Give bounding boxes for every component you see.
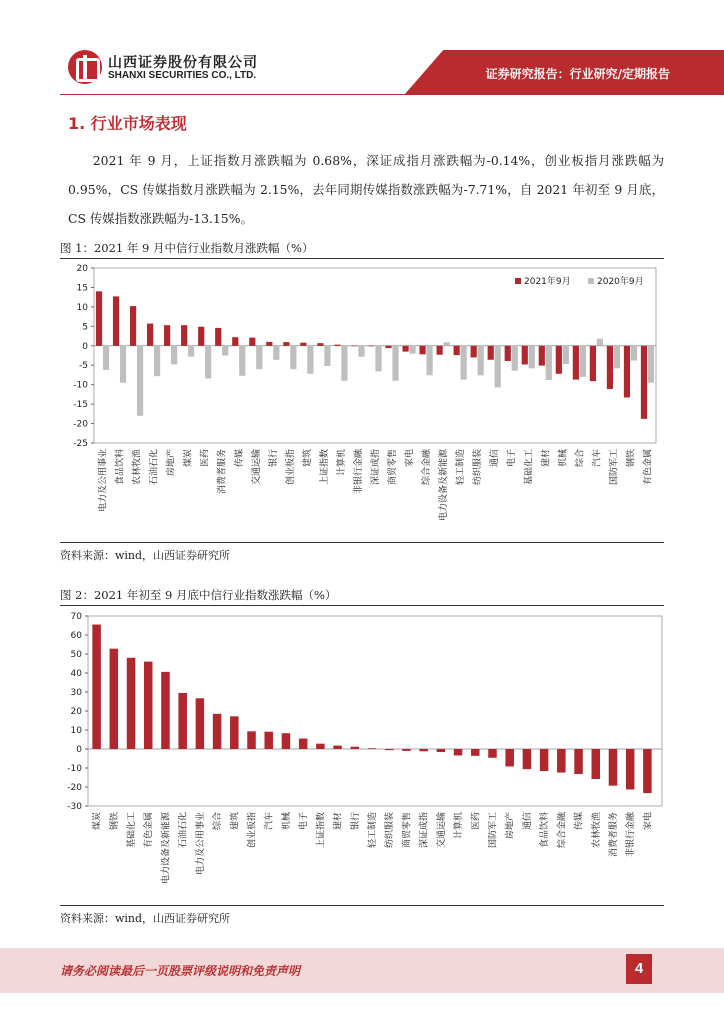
x-category-label: 医药: [200, 449, 211, 468]
bar-2021-sep: [385, 346, 391, 348]
bar-2021-sep: [334, 345, 340, 346]
y-tick-label: 0: [76, 745, 82, 755]
bar-2021-sep: [573, 346, 579, 380]
x-category-label: 非银行金融: [353, 449, 364, 495]
x-category-label: 电力及公用事业: [195, 812, 206, 876]
x-category-label: 传媒: [234, 449, 245, 468]
bar-2021-sep: [368, 346, 374, 347]
x-category-label: 食品饮料: [115, 449, 126, 486]
x-category-label: 电力及公用事业: [98, 449, 109, 513]
bar-2021-sep: [437, 346, 443, 355]
bar-ytd: [368, 748, 377, 749]
figure2-top-rule: [60, 605, 664, 606]
legend-label-2020: 2020年9月: [597, 277, 644, 287]
y-tick-label: 10: [76, 302, 88, 313]
x-category-label: 消费者服务: [217, 449, 228, 495]
bar-2021-sep: [96, 291, 102, 345]
figure2-bottom-rule: [60, 905, 664, 906]
y-tick-label: 30: [70, 688, 82, 698]
bar-ytd: [523, 749, 532, 769]
bar-2020-sep: [222, 346, 228, 356]
bar-2020-sep: [137, 346, 143, 416]
bar-2021-sep: [641, 346, 647, 419]
x-category-label: 煤炭: [183, 449, 194, 468]
x-category-label: 电力设备及新能源: [439, 449, 450, 522]
x-category-label: 电子: [299, 812, 310, 831]
company-name-cn: 山西证券股份有限公司: [108, 55, 258, 71]
bar-ytd: [609, 749, 618, 786]
y-tick-label: 0: [82, 341, 88, 352]
x-category-label: 建筑: [230, 812, 241, 831]
section-title: 1. 行业市场表现: [68, 114, 187, 133]
page-header: [0, 0, 724, 100]
y-tick-label: 20: [76, 264, 88, 274]
x-category-label: 国防军工: [609, 449, 620, 486]
x-category-label: 银行: [268, 449, 279, 468]
y-tick-label: 50: [70, 650, 82, 660]
x-category-label: 通信: [490, 449, 501, 468]
bar-2021-sep: [351, 346, 357, 347]
legend-label-2021: 2021年9月: [524, 277, 571, 287]
x-category-label: 电子: [507, 449, 518, 468]
bar-2020-sep: [563, 346, 569, 364]
y-tick-label: 60: [70, 631, 82, 641]
x-category-label: 上证指数: [319, 449, 330, 486]
figure1-bottom-rule: [60, 542, 664, 543]
bar-2020-sep: [546, 346, 552, 380]
bar-ytd: [299, 739, 308, 749]
x-category-label: 基础化工: [127, 812, 138, 849]
bar-2021-sep: [249, 338, 255, 346]
bar-ytd: [505, 749, 514, 766]
x-category-label: 综合金融: [557, 812, 568, 849]
bar-ytd: [333, 746, 342, 749]
company-name-en: SHANXI SECURITIES CO., LTD.: [108, 70, 257, 81]
bar-2020-sep: [290, 346, 296, 369]
bar-2020-sep: [648, 346, 654, 383]
x-category-label: 建材: [333, 812, 344, 831]
bar-2020-sep: [188, 346, 194, 357]
bar-2021-sep: [164, 325, 170, 346]
bar-ytd: [161, 672, 170, 749]
x-category-label: 石油石化: [178, 812, 189, 849]
x-category-label: 电力设备及新能源: [161, 812, 172, 885]
bar-2021-sep: [317, 343, 323, 346]
y-tick-label: 15: [76, 283, 88, 294]
y-tick-label: 40: [70, 669, 82, 679]
bar-2020-sep: [324, 346, 330, 366]
figure1-caption: 图 1：2021 年 9 月中信行业指数月涨跌幅（%）: [60, 241, 314, 255]
x-category-label: 机械: [558, 449, 569, 468]
x-category-label: 钢铁: [626, 449, 637, 468]
bar-2020-sep: [239, 346, 245, 376]
bar-2020-sep: [529, 346, 535, 369]
footer-disclaimer: 请务必阅读最后一页股票评级说明和免责声明: [60, 964, 301, 978]
bar-2021-sep: [607, 346, 613, 389]
x-category-label: 交通运输: [251, 449, 262, 486]
x-category-label: 食品饮料: [540, 812, 551, 849]
y-tick-label: -20: [73, 419, 88, 430]
x-category-label: 综合: [213, 812, 224, 831]
y-tick-label: -20: [67, 783, 82, 793]
bar-2021-sep: [556, 346, 562, 374]
bar-2020-sep: [631, 346, 637, 361]
bar-ytd: [626, 749, 635, 789]
bar-2021-sep: [454, 346, 460, 355]
legend-swatch-2021: [515, 278, 521, 284]
x-category-label: 纺织服装: [473, 449, 484, 486]
bar-2020-sep: [461, 346, 467, 380]
bar-2020-sep: [171, 346, 177, 365]
bar-ytd: [592, 749, 601, 779]
bar-ytd: [178, 693, 187, 749]
y-tick-label: -25: [73, 439, 88, 449]
x-category-label: 汽车: [264, 812, 275, 831]
x-category-label: 房地产: [166, 449, 177, 477]
bar-ytd: [557, 749, 566, 773]
plot-frame: [88, 616, 662, 806]
bar-2020-sep: [597, 339, 603, 346]
section-paragraph: 2021 年 9 月，上证指数月涨跌幅为 0.68%，深证成指月涨跌幅为-0.14%，创业板指月涨跌幅为 0.95%，CS 传媒指数月涨跌幅为 2.15%，去年同期传媒指数涨跌幅为-7.71%，自 2021 年初至 9 月底，CS 传媒指数涨跌幅为-13.15%。: [68, 153, 664, 226]
x-category-label: 建材: [541, 449, 552, 468]
x-category-label: 深证成指: [419, 812, 430, 849]
bar-2021-sep: [198, 327, 204, 346]
bar-2021-sep: [505, 346, 511, 361]
bar-2020-sep: [478, 346, 484, 376]
x-category-label: 综合: [575, 449, 586, 468]
figure2-caption: 图 2：2021 年初至 9 月底中信行业指数涨跌幅（%）: [60, 588, 337, 602]
bar-2020-sep: [426, 346, 432, 376]
bar-ytd: [247, 731, 256, 749]
bar-2021-sep: [471, 346, 477, 358]
bar-2020-sep: [444, 342, 450, 346]
y-tick-label: -5: [79, 361, 88, 372]
bar-ytd: [488, 749, 497, 758]
bar-2020-sep: [256, 346, 262, 369]
y-tick-label: -10: [73, 380, 88, 391]
bar-2020-sep: [205, 346, 211, 379]
x-category-label: 综合金融: [422, 449, 433, 486]
bar-ytd: [540, 749, 549, 771]
x-category-label: 纺织服装: [385, 812, 396, 849]
bar-2021-sep: [266, 342, 272, 346]
bar-ytd: [127, 658, 136, 749]
bar-2021-sep: [624, 346, 630, 398]
y-tick-label: 5: [82, 322, 88, 333]
x-category-label: 医药: [471, 812, 482, 831]
y-tick-label: 70: [70, 612, 82, 622]
report-tag: 证券研究报告：行业研究/定期报告: [485, 67, 670, 81]
x-category-label: 轻工制造: [368, 812, 378, 849]
x-category-label: 创业板指: [247, 812, 258, 849]
bar-2020-sep: [614, 346, 620, 369]
x-category-label: 家电: [643, 812, 654, 831]
bar-ytd: [402, 749, 411, 751]
bar-2020-sep: [512, 346, 518, 371]
x-category-label: 交通运输: [436, 812, 447, 849]
x-category-label: 计算机: [454, 812, 465, 840]
y-tick-label: -10: [67, 764, 82, 774]
bar-ytd: [110, 649, 119, 749]
bar-ytd: [213, 714, 222, 749]
bar-2021-sep: [215, 328, 221, 346]
y-tick-label: 10: [70, 726, 82, 736]
bar-2020-sep: [495, 346, 501, 388]
bar-ytd: [282, 733, 291, 749]
x-category-label: 有色金属: [643, 449, 654, 486]
x-category-label: 基础化工: [524, 449, 535, 486]
bar-2020-sep: [154, 346, 160, 376]
x-category-label: 家电: [405, 449, 416, 468]
x-category-label: 钢铁: [109, 812, 120, 831]
bar-2021-sep: [283, 342, 289, 346]
bar-2020-sep: [409, 346, 415, 354]
bar-ytd: [92, 625, 101, 749]
x-category-label: 非银行金融: [626, 812, 637, 858]
bar-2020-sep: [358, 346, 364, 357]
x-category-label: 消费者服务: [608, 812, 619, 858]
legend-swatch-2020: [588, 278, 594, 284]
x-category-label: 煤炭: [92, 812, 103, 831]
bar-ytd: [385, 749, 394, 750]
x-category-label: 银行: [350, 812, 361, 831]
figure1-chart: [60, 260, 664, 542]
x-category-label: 汽车: [592, 449, 603, 468]
bar-2021-sep: [419, 346, 425, 355]
figure2-chart: [60, 607, 664, 905]
bar-2021-sep: [113, 296, 119, 345]
bar-ytd: [144, 662, 153, 749]
bar-2021-sep: [181, 325, 187, 346]
x-category-label: 商贸零售: [388, 449, 399, 486]
bar-2020-sep: [392, 346, 398, 381]
bar-ytd: [196, 698, 205, 749]
x-category-label: 计算机: [336, 449, 347, 477]
x-category-label: 深证成指: [371, 449, 381, 486]
bar-2021-sep: [488, 346, 494, 360]
bar-2021-sep: [147, 324, 153, 346]
bar-ytd: [351, 747, 360, 749]
header-divider: [60, 94, 724, 95]
y-tick-label: -30: [67, 802, 82, 812]
x-category-label: 传媒: [574, 812, 585, 831]
bar-ytd: [471, 749, 480, 756]
x-category-label: 通信: [522, 812, 533, 831]
x-category-label: 农林牧渔: [132, 449, 143, 486]
plot-frame: [94, 268, 656, 443]
bar-ytd: [643, 749, 652, 793]
bar-2020-sep: [341, 346, 347, 381]
x-category-label: 建筑: [302, 449, 313, 468]
x-category-label: 创业板指: [285, 449, 296, 486]
bar-2020-sep: [307, 346, 313, 374]
bar-2020-sep: [273, 346, 279, 360]
bar-2020-sep: [120, 346, 126, 383]
company-logo-icon: [68, 50, 102, 84]
bar-2021-sep: [300, 343, 306, 346]
bar-2021-sep: [232, 337, 238, 346]
figure1-top-rule: [60, 258, 664, 259]
figure2-source: 资料来源：wind，山西证券研究所: [60, 912, 231, 925]
bar-ytd: [437, 749, 446, 752]
bar-2021-sep: [522, 346, 528, 365]
y-tick-label: -15: [73, 400, 88, 411]
x-category-label: 国防军工: [488, 812, 499, 849]
bar-2020-sep: [580, 346, 586, 377]
bar-ytd: [574, 749, 583, 774]
page-number: 4: [626, 954, 652, 984]
x-category-label: 机械: [281, 812, 292, 831]
x-category-label: 农林牧渔: [591, 812, 602, 849]
bar-ytd: [264, 732, 273, 749]
figure1-source: 资料来源：wind，山西证券研究所: [60, 549, 231, 562]
bar-2021-sep: [130, 306, 136, 346]
x-category-label: 有色金属: [144, 812, 155, 849]
bar-ytd: [230, 716, 239, 749]
bar-ytd: [419, 749, 428, 751]
bar-2020-sep: [375, 346, 381, 372]
bar-2021-sep: [539, 346, 545, 366]
bar-2021-sep: [590, 346, 596, 381]
bar-ytd: [316, 744, 325, 749]
bar-2021-sep: [402, 346, 408, 352]
x-category-label: 轻工制造: [456, 449, 467, 486]
x-category-label: 商贸零售: [402, 812, 413, 849]
x-category-label: 石油石化: [149, 449, 160, 486]
x-category-label: 房地产: [505, 812, 516, 840]
bar-ytd: [454, 749, 463, 755]
y-tick-label: 20: [70, 707, 82, 717]
x-category-label: 上证指数: [316, 812, 327, 849]
bar-2020-sep: [103, 346, 109, 370]
